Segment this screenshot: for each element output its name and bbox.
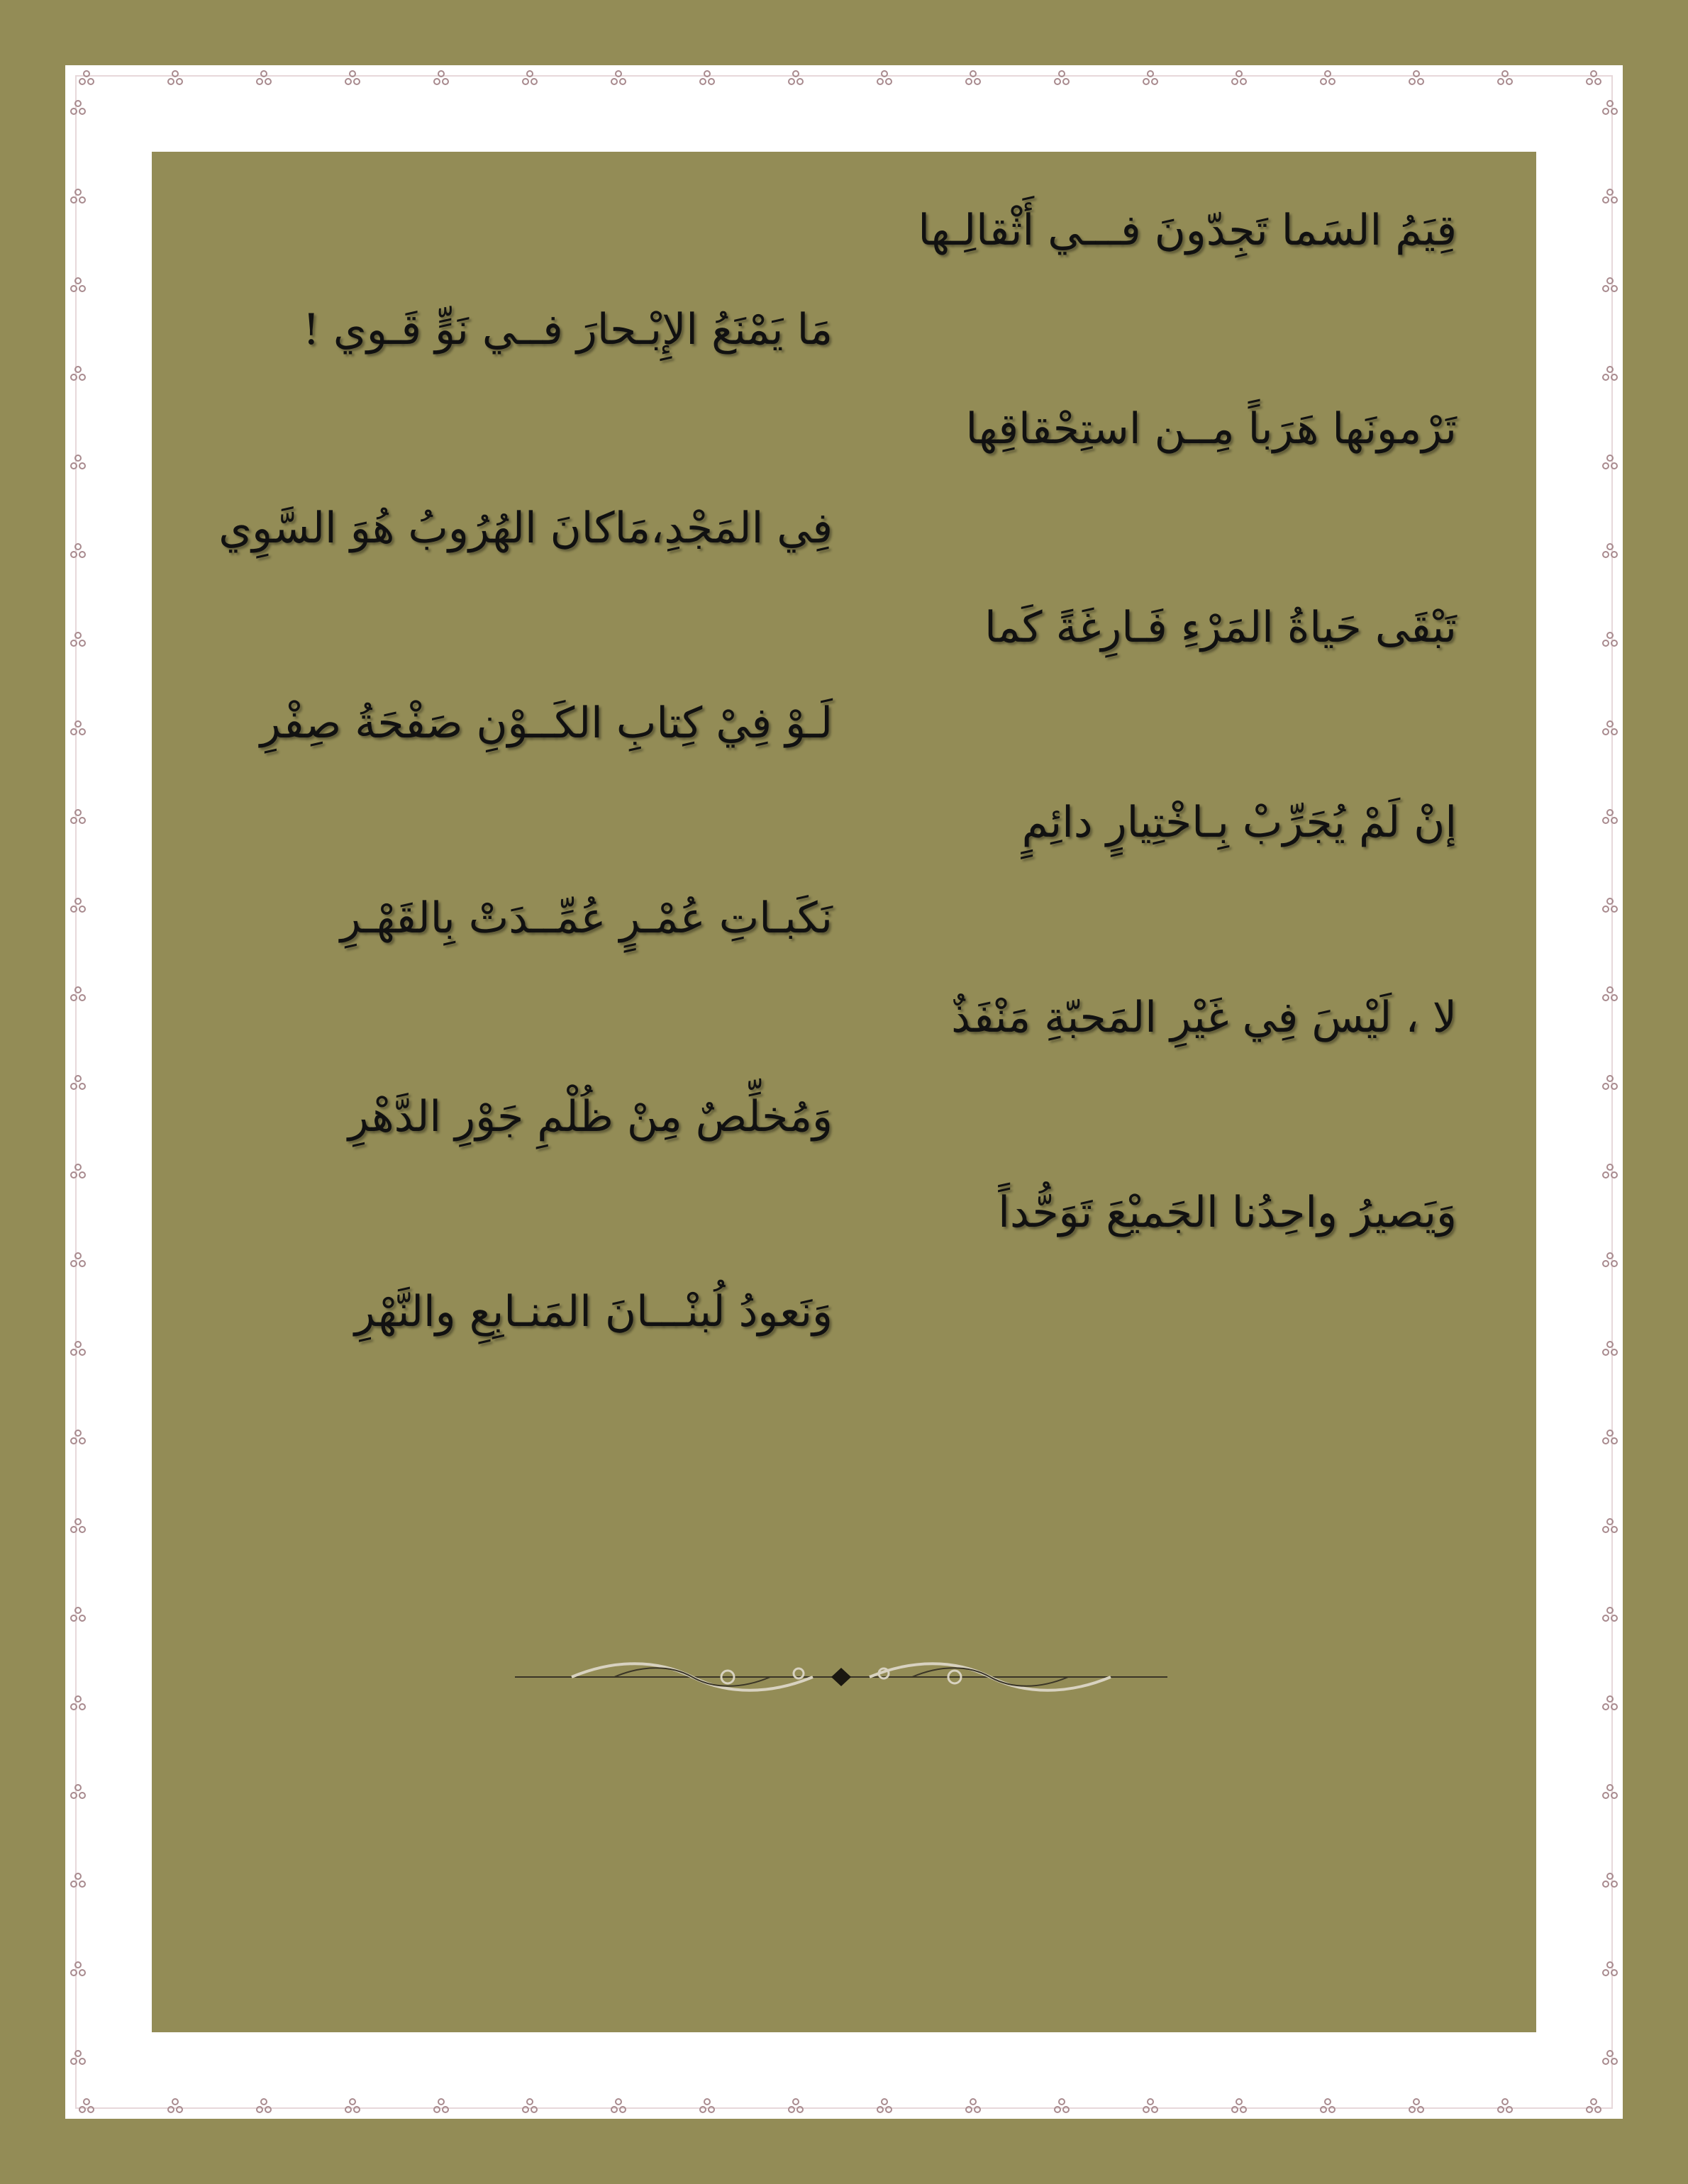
frame-dot-cluster: [700, 2099, 714, 2112]
frame-dot-cluster: [611, 71, 626, 84]
frame-dot-cluster: [1603, 189, 1617, 203]
frame-dot-cluster: [71, 1519, 85, 1532]
verse-right-2: تَرْمونَها هَرَباً مِــن استِحْقاقِها: [965, 404, 1457, 454]
frame-dot-cluster: [1603, 1962, 1617, 1976]
frame-dot-cluster: [1603, 987, 1617, 1001]
frame-dot-cluster: [1603, 810, 1617, 823]
frame-dot-cluster: [71, 101, 85, 114]
frame-dot-cluster: [1603, 898, 1617, 912]
verse-right-4: إنْ لَمْ يُجَرِّبْ بِـاخْتِيارٍ دائِمٍ: [1021, 798, 1457, 847]
frame-dot-cluster: [71, 810, 85, 823]
frame-dot-cluster: [1603, 1253, 1617, 1266]
divider-flourish-icon: [515, 1652, 1167, 1702]
frame-dot-cluster: [71, 1253, 85, 1266]
frame-dot-cluster: [168, 71, 182, 84]
frame-dot-cluster: [1498, 2099, 1512, 2112]
frame-dots-top: [65, 65, 1623, 91]
frame-dot-cluster: [71, 1076, 85, 1089]
frame-dot-cluster: [1603, 1430, 1617, 1444]
frame-dot-cluster: [1409, 71, 1423, 84]
frame-dot-cluster: [1603, 721, 1617, 735]
frame-dot-cluster: [877, 2099, 892, 2112]
frame-dot-cluster: [71, 1608, 85, 1621]
frame-dot-cluster: [523, 71, 537, 84]
frame-dot-cluster: [257, 71, 271, 84]
frame-dot-cluster: [71, 278, 85, 291]
frame-dot-cluster: [71, 1962, 85, 1976]
frame-dot-cluster: [789, 71, 803, 84]
frame-dot-cluster: [71, 898, 85, 912]
frame-dot-cluster: [71, 633, 85, 646]
frame-dot-cluster: [1603, 544, 1617, 557]
verse-left-2: فِي المَجْدِ،مَاكانَ الهُرُوبُ هُوَ السَّوِي: [218, 503, 833, 553]
frame-dot-cluster: [71, 544, 85, 557]
verse-left-5: وَمُخلِّصٌ مِنْ ظُلْمِ جَوْرِ الدَّهْرِ: [348, 1092, 833, 1142]
frame-dot-cluster: [1603, 633, 1617, 646]
frame-dot-cluster: [877, 71, 892, 84]
frame-dot-cluster: [71, 455, 85, 469]
frame-dot-cluster: [345, 2099, 360, 2112]
frame-dot-cluster: [1603, 1873, 1617, 1887]
verse-right-6: وَيَصيرُ واحِدُنا الجَميْعَ تَوَحُّداً: [998, 1188, 1457, 1237]
verse-right-5: لا ، لَيْسَ فِي غَيْرِ المَحبّةِ مَنْفَذٌ: [951, 993, 1457, 1042]
frame-dot-cluster: [71, 1873, 85, 1887]
frame-dot-cluster: [1603, 1076, 1617, 1089]
frame-dot-cluster: [345, 71, 360, 84]
frame-dots-left: [65, 65, 91, 2119]
frame-dot-cluster: [71, 1785, 85, 1798]
frame-dots-right: [1597, 65, 1623, 2119]
frame-dot-cluster: [1232, 71, 1246, 84]
frame-dot-cluster: [1603, 1519, 1617, 1532]
frame-dot-cluster: [71, 987, 85, 1001]
frame-dot-cluster: [71, 189, 85, 203]
frame-dot-cluster: [1055, 2099, 1069, 2112]
frame-dot-cluster: [71, 721, 85, 735]
frame-dot-cluster: [611, 2099, 626, 2112]
frame-dot-cluster: [1603, 455, 1617, 469]
frame-dot-cluster: [1409, 2099, 1423, 2112]
frame-dot-cluster: [1603, 1785, 1617, 1798]
verse-left-1: مَا يَمْنَعُ الإِبْـحارَ فــي نَوٍّ قَـوي !: [302, 305, 833, 355]
frame-dot-cluster: [789, 2099, 803, 2112]
frame-dot-cluster: [1321, 71, 1335, 84]
verse-right-1: قِيَمُ السَما تَجِدّونَ فـــي أَثْقالِـها: [918, 206, 1457, 255]
frame-dot-cluster: [1232, 2099, 1246, 2112]
frame-dot-cluster: [1321, 2099, 1335, 2112]
frame-dot-cluster: [523, 2099, 537, 2112]
frame-dot-cluster: [1143, 2099, 1157, 2112]
frame-dot-cluster: [434, 2099, 448, 2112]
frame-dot-cluster: [700, 71, 714, 84]
frame-dot-cluster: [1055, 71, 1069, 84]
verse-left-3: لَـوْ فِيْ كِتابِ الكَــوْنِ صَفْحَةُ صِفْرِ: [260, 698, 833, 748]
frame-dot-cluster: [1603, 1164, 1617, 1178]
frame-dot-cluster: [1603, 1342, 1617, 1355]
frame-dot-cluster: [71, 2051, 85, 2064]
frame-dots-bottom: [65, 2093, 1623, 2119]
frame-dot-cluster: [1603, 2051, 1617, 2064]
frame-dot-cluster: [257, 2099, 271, 2112]
frame-dot-cluster: [1603, 1696, 1617, 1710]
verse-right-3: تَبْقَى حَياةُ المَرْءِ فَـارِغَةً كَما: [984, 603, 1457, 652]
frame-dot-cluster: [1603, 367, 1617, 380]
frame-dot-cluster: [1498, 71, 1512, 84]
frame-dot-cluster: [966, 71, 980, 84]
frame-dot-cluster: [71, 367, 85, 380]
verse-left-6: وَنَعودُ لُبنْـــانَ المَنـابِعِ والنَّهْرِ: [354, 1287, 833, 1337]
frame-dot-cluster: [1603, 278, 1617, 291]
frame-dot-cluster: [71, 1164, 85, 1178]
frame-dot-cluster: [168, 2099, 182, 2112]
frame-dot-cluster: [1603, 1608, 1617, 1621]
frame-dot-cluster: [966, 2099, 980, 2112]
frame-dot-cluster: [71, 1696, 85, 1710]
frame-dot-cluster: [434, 71, 448, 84]
frame-dot-cluster: [71, 1342, 85, 1355]
frame-dot-cluster: [1143, 71, 1157, 84]
frame-dot-cluster: [1603, 101, 1617, 114]
verse-left-4: نَكَبـاتِ عُمْـرٍ عُمِّــدَتْ بِالقَهْـرِ: [340, 893, 833, 943]
frame-dot-cluster: [71, 1430, 85, 1444]
